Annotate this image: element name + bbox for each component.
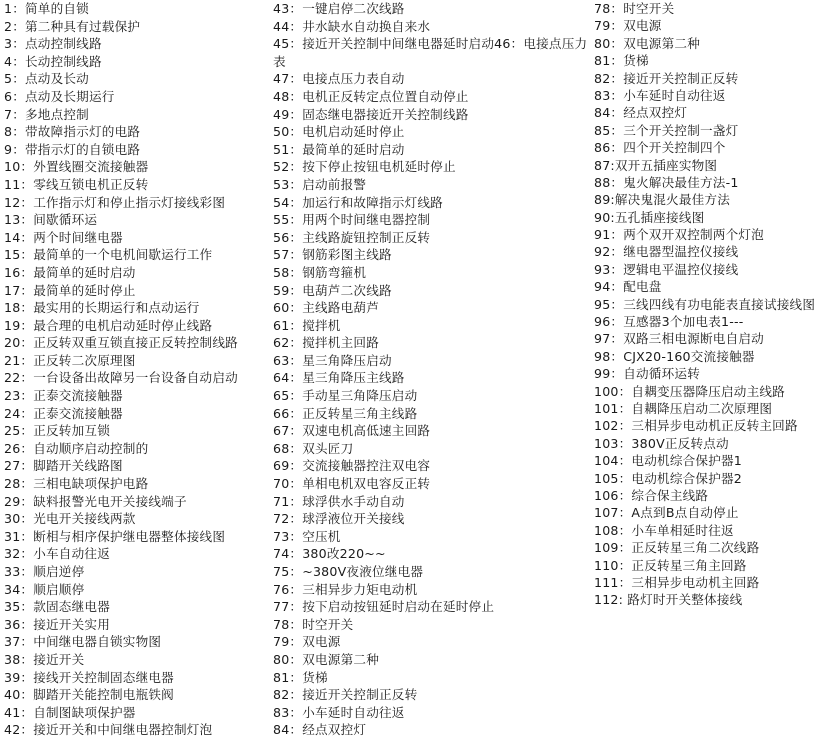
index-entry: 83：小车延时自动往返 — [273, 704, 405, 720]
index-entry: 42：接近开关和中间继电器控制灯泡 — [4, 722, 213, 738]
index-entry: 77：按下启动按钮延时启动在延时停止 — [273, 599, 495, 615]
index-entry: 59：电葫芦二次线路 — [273, 282, 392, 298]
index-entry: 110：正反转星三角主回路 — [594, 557, 747, 573]
index-entry: 4：长动控制线路 — [4, 53, 102, 69]
index-entry: 80：双电源第二种 — [594, 35, 700, 51]
index-entry: 83：小车延时自动往返 — [594, 87, 726, 103]
index-entry: 81：货梯 — [594, 53, 649, 69]
index-entry: 102：三相异步电动机正反转主回路 — [594, 418, 798, 434]
index-entry: 37：中间继电器自锁实物图 — [4, 634, 162, 650]
index-entry: 64：星三角降压主线路 — [273, 370, 405, 386]
index-entry: 65：手动星三角降压启动 — [273, 388, 418, 404]
index-entry: 75：~380V夜液位继电器 — [273, 564, 424, 579]
index-entry: 85：三个开关控制一盏灯 — [594, 122, 739, 138]
index-entry: 54：加运行和故障指示灯线路 — [273, 194, 443, 210]
index-entry: 21：正反转二次原理图 — [4, 352, 136, 368]
index-entry: 82：接近开关控制正反转 — [273, 687, 418, 703]
index-entry: 94：配电盘 — [594, 279, 662, 295]
index-entry: 74：380改220~~ — [273, 546, 386, 562]
index-entry: 61：搅拌机 — [273, 317, 341, 333]
index-entry: 44：井水缺水自动换自来水 — [273, 18, 431, 34]
index-entry: 79：双电源 — [594, 18, 662, 34]
index-entry: 5：点动及长动 — [4, 71, 89, 87]
index-entry: 103：380V正反转点动 — [594, 435, 729, 451]
index-entry: 92：继电器型温控仪接线 — [594, 244, 739, 260]
index-entry: 93：逻辑电平温控仪接线 — [594, 261, 739, 277]
index-entry: 34：顺启顺停 — [4, 581, 85, 597]
index-entry: 97：双路三相电源断电自启动 — [594, 331, 764, 347]
index-entry: 112: 路灯时开关整体接线 — [594, 592, 743, 608]
index-entry: 26：自动顺序启动控制的 — [4, 440, 149, 456]
index-entry: 29：缺料报警光电开关接线端子 — [4, 493, 187, 509]
index-entry: 45：接近开关控制中间继电器延时启动46：电接点压力表 — [273, 36, 588, 69]
index-entry: 16：最简单的延时启动 — [4, 264, 136, 280]
index-column-2 — [273, 0, 591, 739]
index-entry: 7：多地点控制 — [4, 106, 89, 122]
index-entry: 47：电接点压力表自动 — [273, 71, 405, 87]
index-entry: 3：点动控制线路 — [4, 36, 102, 52]
index-entry: 55：用两个时间继电器控制 — [273, 212, 431, 228]
index-entry: 72：球浮液位开关接线 — [273, 511, 405, 527]
index-entry: 27：脚踏开关线路图 — [4, 458, 123, 474]
index-entry: 23：正泰交流接触器 — [4, 388, 123, 404]
index-entry: 111：三相异步电动机主回路 — [594, 574, 760, 590]
index-entry: 43：一键启停二次线路 — [273, 1, 405, 16]
index-column-3 — [594, 0, 818, 609]
index-entry: 20：正反转双重互锁直接正反转控制线路 — [4, 335, 238, 351]
index-entry: 57：钢筋彩图主线路 — [273, 247, 392, 263]
index-entry: 6：点动及长期运行 — [4, 88, 115, 104]
index-entry: 50：电机启动延时停止 — [273, 124, 405, 140]
index-entry: 35：款固态继电器 — [4, 599, 110, 615]
index-entry: 79：双电源 — [273, 634, 341, 650]
index-entry: 53：启动前报警 — [273, 176, 367, 192]
index-entry: 84：经点双控灯 — [273, 722, 367, 738]
index-entry: 22：一台设备出故障另一台设备自动启动 — [4, 370, 238, 386]
index-entry: 81：货梯 — [273, 669, 328, 685]
index-entry: 88：鬼火解决最佳方法-1 — [594, 174, 739, 190]
index-entry: 31：断相与相序保护继电器整体接线图 — [4, 528, 226, 544]
index-entry: 108：小车单相延时往返 — [594, 522, 734, 538]
index-entry: 63：星三角降压启动 — [273, 352, 392, 368]
index-entry: 101：自耦降压启动二次原理图 — [594, 400, 773, 416]
index-entry: 12：工作指示灯和停止指示灯接线彩图 — [4, 194, 226, 210]
index-entry: 33：顺启逆停 — [4, 564, 85, 579]
index-entry: 25：正反转加互锁 — [4, 423, 110, 439]
index-entry: 48：电机正反转定点位置自动停止 — [273, 88, 469, 104]
index-entry: 90:五孔插座接线图 — [594, 209, 705, 225]
index-entry: 87:双开五插座实物图 — [594, 157, 718, 173]
index-entry: 40：脚踏开关能控制电瓶铁阀 — [4, 687, 174, 703]
index-entry: 52：按下停止按钮电机延时停止 — [273, 159, 456, 175]
index-entry: 62：搅拌机主回路 — [273, 335, 379, 351]
index-entry: 41：自制图缺项保护器 — [4, 704, 136, 720]
index-entry: 76：三相异步力矩电动机 — [273, 581, 418, 597]
index-entry: 80：双电源第二种 — [273, 651, 379, 667]
index-entry: 104：电动机综合保护器1 — [594, 453, 742, 469]
index-entry: 17：最简单的延时停止 — [4, 282, 136, 298]
index-entry: 60：主线路电葫芦 — [273, 300, 379, 316]
index-entry: 36：接近开关实用 — [4, 616, 110, 632]
index-entry: 1：简单的自锁 — [4, 1, 89, 16]
index-entry: 2：第二种具有过载保护 — [4, 18, 141, 34]
index-column-1 — [4, 0, 270, 739]
index-entry: 71：球浮供水手动自动 — [273, 493, 405, 509]
index-entry: 56：主线路旋钮控制正反转 — [273, 229, 431, 245]
index-entry: 96：互感器3个加电表1--- — [594, 314, 744, 330]
index-entry: 66：正反转星三角主线路 — [273, 405, 418, 421]
index-entry: 38：接近开关 — [4, 651, 85, 667]
index-entry: 14：两个时间继电器 — [4, 229, 123, 245]
index-entry: 84：经点双控灯 — [594, 105, 688, 121]
index-entry: 67：双速电机高低速主回路 — [273, 423, 431, 439]
index-entry: 91：两个双开双控制两个灯泡 — [594, 227, 764, 243]
index-entry: 86：四个开关控制四个 — [594, 140, 726, 156]
index-entry: 30：光电开关接线两款 — [4, 511, 136, 527]
index-entry: 28：三相电缺项保护电路 — [4, 476, 149, 492]
index-entry: 78：时空开关 — [594, 1, 675, 16]
index-entry: 9：带指示灯的自锁电路 — [4, 141, 141, 157]
index-entry: 107：A点到B点自动停止 — [594, 505, 739, 521]
index-entry: 98：CJX20-160交流接触器 — [594, 348, 755, 364]
index-entry: 95：三线四线有功电能表直接试接线图 — [594, 296, 816, 312]
index-entry: 106：综合保主线路 — [594, 487, 709, 503]
index-entry: 11：零线互锁电机正反转 — [4, 176, 149, 192]
index-entry: 109：正反转星三角二次线路 — [594, 540, 760, 556]
index-entry: 78：时空开关 — [273, 616, 354, 632]
index-entry: 82：接近开关控制正反转 — [594, 70, 739, 86]
index-entry: 70：单相电机双电容反正转 — [273, 476, 431, 492]
index-entry: 99：自动循环运转 — [594, 366, 700, 382]
index-entry: 89:解决鬼混火最佳方法 — [594, 192, 731, 208]
index-entry: 68：双头匠刀 — [273, 440, 354, 456]
index-entry: 49：固态继电器接近开关控制线路 — [273, 106, 469, 122]
index-entry: 15：最简单的一个电机间歇运行工作 — [4, 247, 213, 263]
index-entry: 10：外置线圈交流接触器 — [4, 159, 149, 175]
index-entry: 51：最简单的延时启动 — [273, 141, 405, 157]
index-entry: 24：正泰交流接触器 — [4, 405, 123, 421]
index-entry: 58：钢筋弯箍机 — [273, 264, 367, 280]
index-entry: 39：接线开关控制固态继电器 — [4, 669, 174, 685]
index-entry: 32：小车自动往返 — [4, 546, 110, 562]
index-entry: 105：电动机综合保护器2 — [594, 470, 742, 486]
index-entry: 19：最合理的电机启动延时停止线路 — [4, 317, 213, 333]
index-entry: 13：间歇循环运 — [4, 212, 98, 228]
index-entry: 8：带故障指示灯的电路 — [4, 124, 141, 140]
index-entry: 18：最实用的长期运行和点动运行 — [4, 300, 200, 316]
index-entry: 69：交流接触器控注双电容 — [273, 458, 431, 474]
index-entry: 100：自耦变压器降压启动主线路 — [594, 383, 785, 399]
index-entry: 73：空压机 — [273, 528, 341, 544]
